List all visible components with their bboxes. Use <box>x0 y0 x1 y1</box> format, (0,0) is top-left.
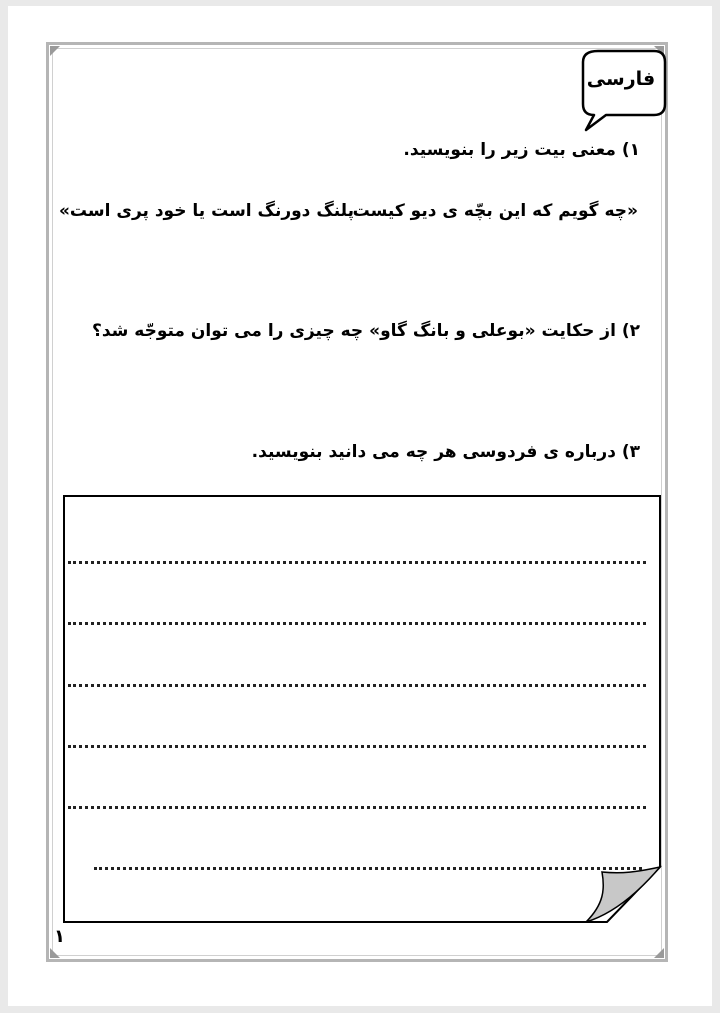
answer-line-5[interactable] <box>68 806 646 809</box>
page-number: ۱ <box>54 926 65 947</box>
question-2: ۲) از حکایت «بوعلی و بانگ گاو» چه چیزی را می توان متوجّه شد؟ <box>91 321 640 341</box>
answer-line-1[interactable] <box>68 561 646 564</box>
question-3: ۳) درباره ی فردوسی هر چه می دانید بنویسید. <box>251 442 640 462</box>
answer-line-2[interactable] <box>68 622 646 625</box>
corner-ornament-bottom-left <box>50 948 60 958</box>
speech-bubble-icon <box>576 48 668 134</box>
question-1: ۱) معنی بیت زیر را بنویسید. <box>403 140 640 160</box>
verse-second-half: پلنگ دورنگ است یا خود پری است» <box>58 201 354 221</box>
verse-first-half: «چه گویم که این بچّه ی دیو کیست <box>352 201 638 221</box>
answer-line-4[interactable] <box>68 745 646 748</box>
answer-line-3[interactable] <box>68 684 646 687</box>
corner-ornament-bottom-right <box>654 948 664 958</box>
subject-title: فارسی <box>586 68 656 90</box>
answer-line-6[interactable] <box>94 867 642 870</box>
answer-box <box>62 494 662 924</box>
corner-ornament-top-left <box>50 46 60 56</box>
